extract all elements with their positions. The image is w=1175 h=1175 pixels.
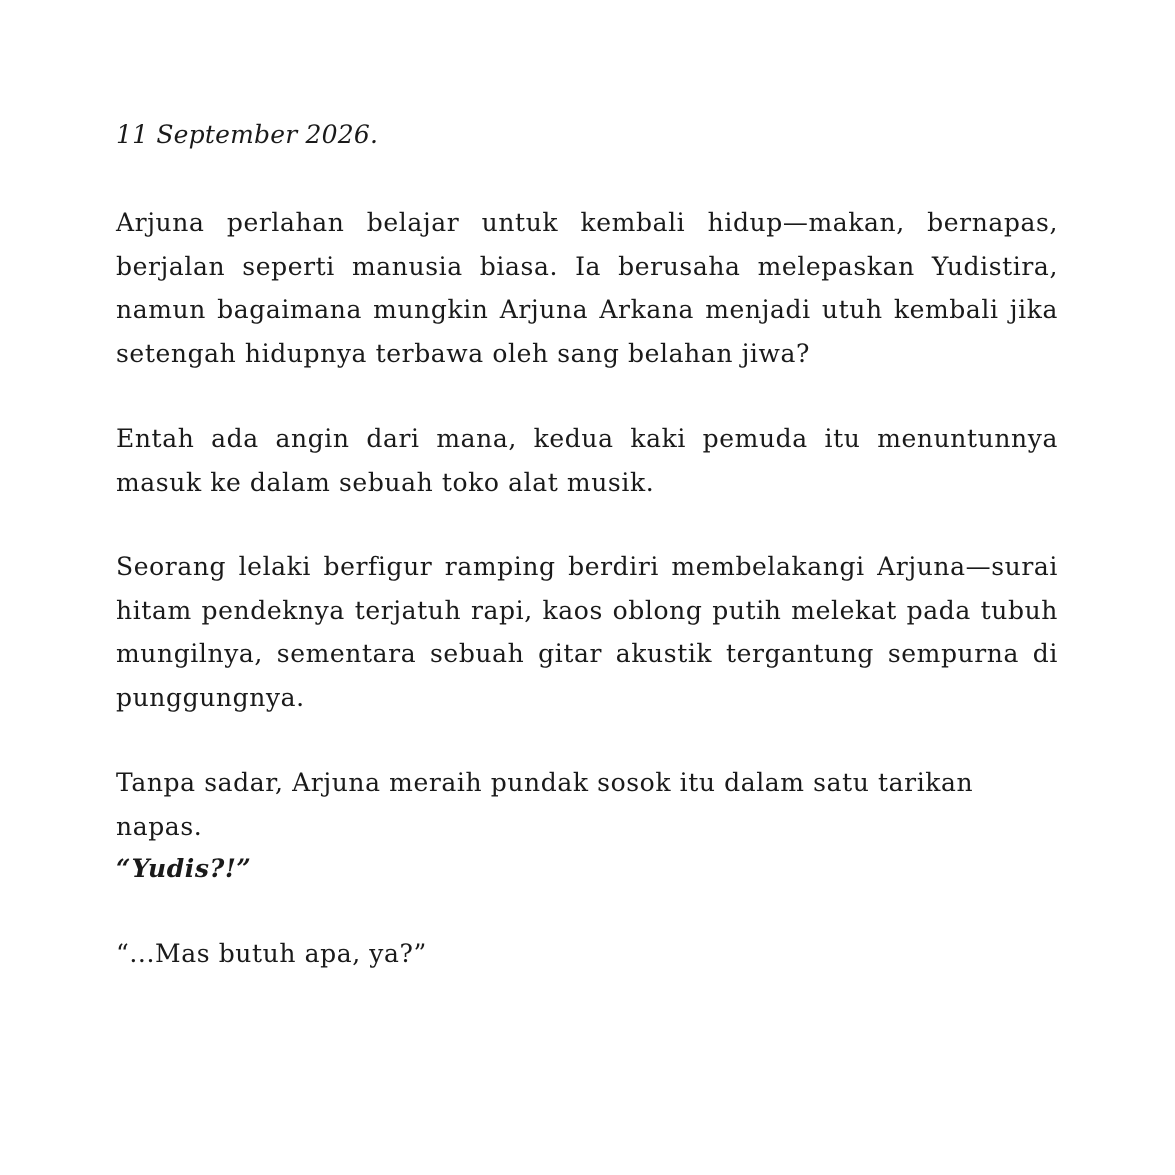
date-line: 11 September 2026.	[116, 120, 379, 149]
dialogue-reply: “...Mas butuh apa, ya?”	[116, 939, 427, 968]
paragraph-4: Tanpa sadar, Arjuna meraih pundak sosok itu dalam satu tarikan napas.	[116, 768, 974, 841]
paragraph-1: Arjuna perlahan belajar untuk kembali hidup—makan, bernapas, berjalan seperti manusia biasa. Ia berusaha melepaskan Yudistira, namun bagaimana mungkin Arjuna Arkana menjadi utuh kembali jika setengah hidupnya terbawa oleh sang belahan jiwa?	[116, 208, 1058, 368]
dialogue-shout: “Yudis?!”	[116, 854, 252, 883]
paragraph-2: Entah ada angin dari mana, kedua kaki pemuda itu menuntunnya masuk ke dalam sebuah toko alat musik.	[116, 424, 1058, 497]
paragraph-3: Seorang lelaki berfigur ramping berdiri membelakangi Arjuna—surai hitam pendeknya terjatuh rapi, kaos oblong putih melekat pada tubuh mungilnya, sementara sebuah gitar akustik tergantung sempurna di punggungnya.	[116, 552, 1058, 712]
